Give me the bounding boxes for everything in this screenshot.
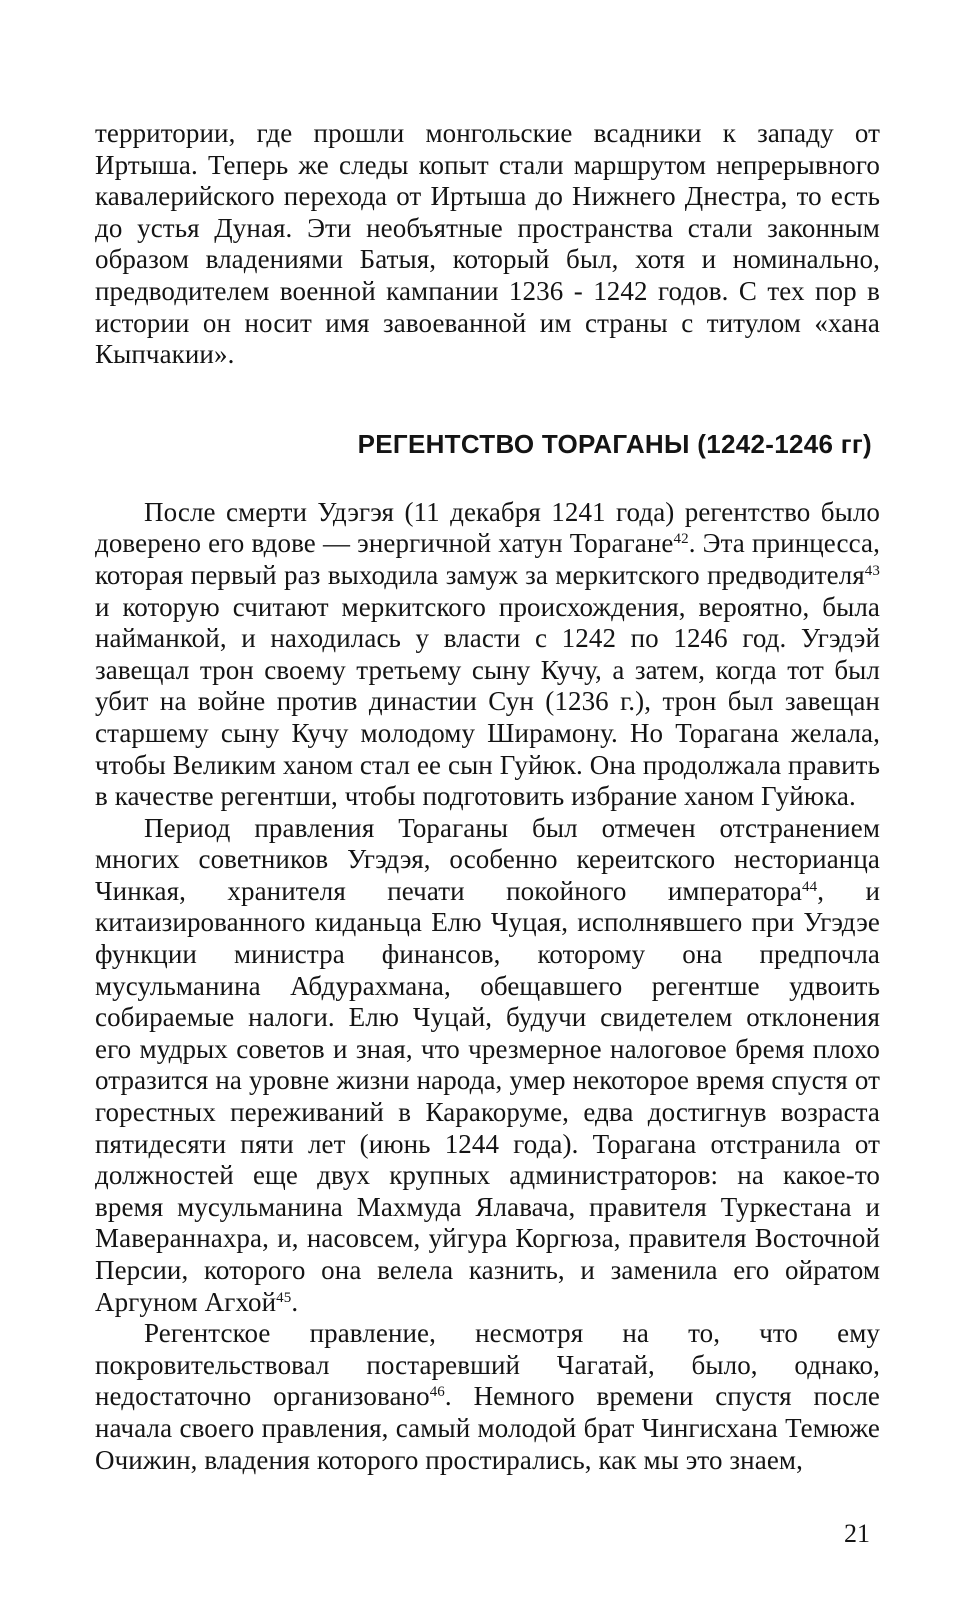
paragraph-text: Период правления Тораганы был отмечен отстранением многих советников Угэдэя, особенно кереитского несторианца Чинкая, хранителя печати покойного императора xyxy=(95,812,880,906)
paragraph-text: После смерти Удэгэя (11 декабря 1241 года) регентство было доверено его вдове — энергичной хатун Торагане xyxy=(95,496,880,559)
paragraph-text: , и китаизированного киданьца Елю Чуцая, исполнявшего при Угэдэе функции министра финансов, которому она предпочла мусульманина Абдурахмана, обещавшего регентше удвоить собираемые налоги. Елю Чуцай, будучи свидетелем отклонения его мудрых советов и зная, что чрезмерное налоговое бремя плохо отразится на уровне жизни народа, умер некоторое время спустя от горестных переживаний в Каракоруме, едва достигнув возраста пятидесяти пяти лет (июнь 1244 года). Торагана отстранила от должностей еще двух крупных администраторов: на какое-то время мусульманина Махмуда Ялавача, правителя Туркестана и Мавераннахра, и, насовсем, уйгура Коргюза, правителя Восточной Персии, которого она велела казнить, и заменила его ойратом Аргуном Агхой xyxy=(95,875,880,1317)
footnote-ref-45: 45 xyxy=(276,1289,292,1306)
book-page xyxy=(95,118,880,1578)
footnote-ref-43: 43 xyxy=(864,562,880,579)
paragraph-regency-period xyxy=(95,813,880,1319)
footnote-ref-44: 44 xyxy=(802,878,818,895)
paragraph-text: и которую считают меркитского происхождения, вероятно, была найманкой, и находилась у власти с 1242 по 1246 год. Угэдэй завещал трон своему третьему сыну Кучу, а затем, когда тот был убит на войне против династии Сун (1236 г.), трон был завещан старшему сыну Кучу молодому Ширамону. Но Торагана желала, чтобы Великим ханом стал ее сын Гуйюк. Она продолжала править в качестве регентши, чтобы подготовить избрание ханом Гуйюка. xyxy=(95,591,880,812)
paragraph-regency-rule xyxy=(95,1318,880,1476)
footnote-ref-42: 42 xyxy=(673,531,689,548)
paragraph-text: . Немного времени спустя после начала своего правления, самый молодой брат Чингисхана Темюже Очижин, владения которого простирались, как мы это знаем, xyxy=(95,1381,881,1475)
paragraph-text: Регентское правление, несмотря на то, что ему покровительствовал постаревший Чагатай, было, однако, недостаточно организовано xyxy=(95,1318,880,1412)
paragraph-regency-start xyxy=(95,497,880,813)
footnote-ref-46: 46 xyxy=(429,1384,445,1401)
paragraph-text: . xyxy=(291,1286,299,1317)
paragraph-text: . Эта принцесса, которая первый раз выходила замуж за меркитского предводителя xyxy=(95,528,880,590)
page-number: 21 xyxy=(844,1519,870,1548)
section-title: РЕГЕНТСТВО ТОРАГАНЫ (1242-1246 гг) xyxy=(357,428,872,459)
intro-paragraph: территории, где прошли монгольские всадники к западу от Иртыша. Теперь же следы копыт стали маршрутом непрерывного кавалерийского перехода от Иртыша до Нижнего Днестра, то есть до устья Дуная. Эти необъятные пространства стали законным образом владениями Батыя, который был, хотя и номинально, предводителем военной кампании 1236 - 1242 годов. С тех пор в истории он носит имя завоеванной им страны с титулом «хана Кыпчакии». xyxy=(95,118,880,370)
